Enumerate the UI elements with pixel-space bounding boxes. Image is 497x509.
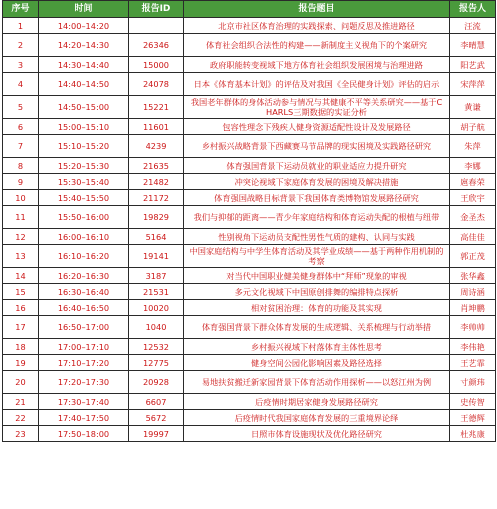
cell-report-title: 乡村振兴视域下村落体育主体性思考	[184, 339, 450, 355]
table-row	[3, 371, 496, 394]
table-row	[3, 284, 496, 300]
cell-no: 10	[3, 190, 39, 206]
cell-no: 2	[3, 34, 39, 57]
cell-report-title: 乡村振兴战略背景下西藏赛马节品牌的现实困境及实践路径研究	[184, 135, 450, 158]
cell-time: 14:50–15:00	[39, 96, 129, 119]
cell-time: 16:50–17:00	[39, 316, 129, 339]
cell-report-id: 1040	[129, 316, 184, 339]
cell-report-title: 对当代中国职业健美健身群体中“拜师”现象的审视	[184, 268, 450, 284]
cell-report-title: 体育强国战略目标背景下我国体育类博物馆发展路径研究	[184, 190, 450, 206]
cell-reporter: 周诗涵	[450, 284, 496, 300]
cell-no: 22	[3, 410, 39, 426]
cell-reporter: 胡子航	[450, 119, 496, 135]
cell-report-title: 中国家庭结构与中学生体育活动及其学业成绩——基于两种作用机制的考察	[184, 245, 450, 268]
cell-report-title: 体育社会组织合法性的构建——新制度主义视角下的个案研究	[184, 34, 450, 57]
cell-report-id: 15221	[129, 96, 184, 119]
cell-no: 4	[3, 73, 39, 96]
table-row	[3, 34, 496, 57]
cell-time: 15:10–15:20	[39, 135, 129, 158]
table-row	[3, 158, 496, 174]
cell-reporter: 阳艺武	[450, 57, 496, 73]
cell-time: 17:50–18:00	[39, 426, 129, 442]
cell-no: 13	[3, 245, 39, 268]
cell-report-title: 健身空间公园化影响因素及路径选择	[184, 355, 450, 371]
cell-report-title: 政府职能转变视域下地方体育社会组织发展困境与治理进路	[184, 57, 450, 73]
header-no: 序号	[3, 1, 39, 18]
cell-time: 16:30–16:40	[39, 284, 129, 300]
cell-report-title: 相对贫困治理：体育的功能及其实现	[184, 300, 450, 316]
cell-reporter: 朱萍	[450, 135, 496, 158]
cell-report-id: 6607	[129, 394, 184, 410]
cell-time: 16:00–16:10	[39, 229, 129, 245]
cell-no: 9	[3, 174, 39, 190]
cell-reporter: 郭正茂	[450, 245, 496, 268]
cell-report-title: 北京市社区体育治理的实践探索、问题反思及推进路径	[184, 18, 450, 34]
cell-time: 17:40–17:50	[39, 410, 129, 426]
cell-reporter: 李帅帅	[450, 316, 496, 339]
table-row	[3, 300, 496, 316]
cell-report-title: 后疫情时代我国家庭体育发展的三重境界论绎	[184, 410, 450, 426]
table-row	[3, 73, 496, 96]
cell-reporter: 金圣杰	[450, 206, 496, 229]
cell-report-title: 我们与抑郁的距离——青少年家庭结构和体育运动失配的根植与纽带	[184, 206, 450, 229]
header-report-id: 报告ID	[129, 1, 184, 18]
table-row	[3, 426, 496, 442]
cell-report-id: 20928	[129, 371, 184, 394]
cell-time: 17:20–17:30	[39, 371, 129, 394]
cell-no: 15	[3, 284, 39, 300]
cell-report-title: 多元文化视域下中国原创排舞的编排特点探析	[184, 284, 450, 300]
cell-time: 14:20–14:30	[39, 34, 129, 57]
cell-report-id: 24078	[129, 73, 184, 96]
cell-report-title: 体育强国背景下群众体育发展的生成逻辑、关系梳理与行动举措	[184, 316, 450, 339]
cell-report-id: 5672	[129, 410, 184, 426]
cell-report-id	[129, 18, 184, 34]
cell-report-title: 日本《体育基本计划》的评估及对我国《全民健身计划》评估的启示	[184, 73, 450, 96]
cell-time: 17:00–17:10	[39, 339, 129, 355]
cell-report-id: 21635	[129, 158, 184, 174]
header-report-title: 报告题目	[184, 1, 450, 18]
cell-no: 8	[3, 158, 39, 174]
table-row	[3, 245, 496, 268]
cell-time: 16:20–16:30	[39, 268, 129, 284]
cell-no: 16	[3, 300, 39, 316]
cell-no: 18	[3, 339, 39, 355]
cell-reporter: 王艺霏	[450, 355, 496, 371]
cell-reporter: 王欣宇	[450, 190, 496, 206]
cell-reporter: 黄谦	[450, 96, 496, 119]
cell-report-id: 19141	[129, 245, 184, 268]
table-row	[3, 355, 496, 371]
cell-no: 1	[3, 18, 39, 34]
cell-no: 21	[3, 394, 39, 410]
cell-report-title: 后疫情时期居家健身发展路径研究	[184, 394, 450, 410]
cell-report-title: 冲突论视域下家庭体育发展的困境及解决措施	[184, 174, 450, 190]
cell-report-id: 11601	[129, 119, 184, 135]
cell-no: 3	[3, 57, 39, 73]
cell-no: 5	[3, 96, 39, 119]
cell-time: 17:30–17:40	[39, 394, 129, 410]
cell-no: 7	[3, 135, 39, 158]
table-body	[3, 18, 496, 442]
cell-no: 12	[3, 229, 39, 245]
cell-report-id: 10020	[129, 300, 184, 316]
cell-time: 15:00–15:10	[39, 119, 129, 135]
table-row	[3, 57, 496, 73]
table-row	[3, 174, 496, 190]
table-row	[3, 268, 496, 284]
report-schedule-table	[2, 0, 496, 442]
cell-report-id: 3187	[129, 268, 184, 284]
cell-reporter: 张华鑫	[450, 268, 496, 284]
cell-no: 11	[3, 206, 39, 229]
cell-reporter: 杜兆康	[450, 426, 496, 442]
cell-reporter: 扈春荣	[450, 174, 496, 190]
cell-report-title: 性别视角下运动员支配性男性气质的建构、认同与实践	[184, 229, 450, 245]
cell-reporter: 寸颜玮	[450, 371, 496, 394]
table-row	[3, 229, 496, 245]
cell-report-id: 12775	[129, 355, 184, 371]
cell-reporter: 肖坤鹏	[450, 300, 496, 316]
header-time: 时间	[39, 1, 129, 18]
cell-report-title: 我国老年群体的身体活动参与情况与其健康不平等关系研究——基于CHARLS三期数据的实证分析	[184, 96, 450, 119]
cell-time: 16:10–16:20	[39, 245, 129, 268]
table-row	[3, 18, 496, 34]
table-row	[3, 206, 496, 229]
cell-report-id: 19997	[129, 426, 184, 442]
table-row	[3, 316, 496, 339]
cell-report-id: 19829	[129, 206, 184, 229]
cell-reporter: 李伟艳	[450, 339, 496, 355]
table-row	[3, 394, 496, 410]
cell-time: 15:50–16:00	[39, 206, 129, 229]
cell-report-id: 26346	[129, 34, 184, 57]
cell-time: 16:40–16:50	[39, 300, 129, 316]
table-row	[3, 119, 496, 135]
cell-report-id: 21172	[129, 190, 184, 206]
cell-reporter: 宋萍萍	[450, 73, 496, 96]
cell-report-id: 21531	[129, 284, 184, 300]
cell-time: 15:20–15:30	[39, 158, 129, 174]
cell-reporter: 高佳佳	[450, 229, 496, 245]
table-row	[3, 190, 496, 206]
cell-report-id: 21482	[129, 174, 184, 190]
cell-report-title: 日照市体育设施现状及优化路径研究	[184, 426, 450, 442]
table-row	[3, 410, 496, 426]
cell-reporter: 李娜	[450, 158, 496, 174]
header-reporter: 报告人	[450, 1, 496, 18]
table-header-row	[3, 1, 496, 18]
cell-no: 23	[3, 426, 39, 442]
cell-time: 14:00–14:20	[39, 18, 129, 34]
table-row	[3, 135, 496, 158]
cell-time: 17:10–17:20	[39, 355, 129, 371]
cell-time: 14:30–14:40	[39, 57, 129, 73]
cell-no: 20	[3, 371, 39, 394]
table-row	[3, 339, 496, 355]
cell-time: 14:40–14:50	[39, 73, 129, 96]
cell-report-title: 体育强国背景下运动员就业的职业适应力提升研究	[184, 158, 450, 174]
cell-report-title: 包容性理念下残疾人健身资源适配性设计及发展路径	[184, 119, 450, 135]
cell-no: 19	[3, 355, 39, 371]
cell-no: 6	[3, 119, 39, 135]
cell-report-id: 4239	[129, 135, 184, 158]
cell-report-title: 易地扶贫搬迁新家园背景下体育活动作用探析——以怒江州为例	[184, 371, 450, 394]
cell-no: 14	[3, 268, 39, 284]
cell-reporter: 王德辉	[450, 410, 496, 426]
table-row	[3, 96, 496, 119]
cell-reporter: 史传智	[450, 394, 496, 410]
cell-no: 17	[3, 316, 39, 339]
cell-time: 15:40–15:50	[39, 190, 129, 206]
cell-report-id: 15000	[129, 57, 184, 73]
cell-report-id: 5164	[129, 229, 184, 245]
cell-reporter: 李晴慧	[450, 34, 496, 57]
cell-time: 15:30–15:40	[39, 174, 129, 190]
cell-reporter: 汪流	[450, 18, 496, 34]
cell-report-id: 12532	[129, 339, 184, 355]
